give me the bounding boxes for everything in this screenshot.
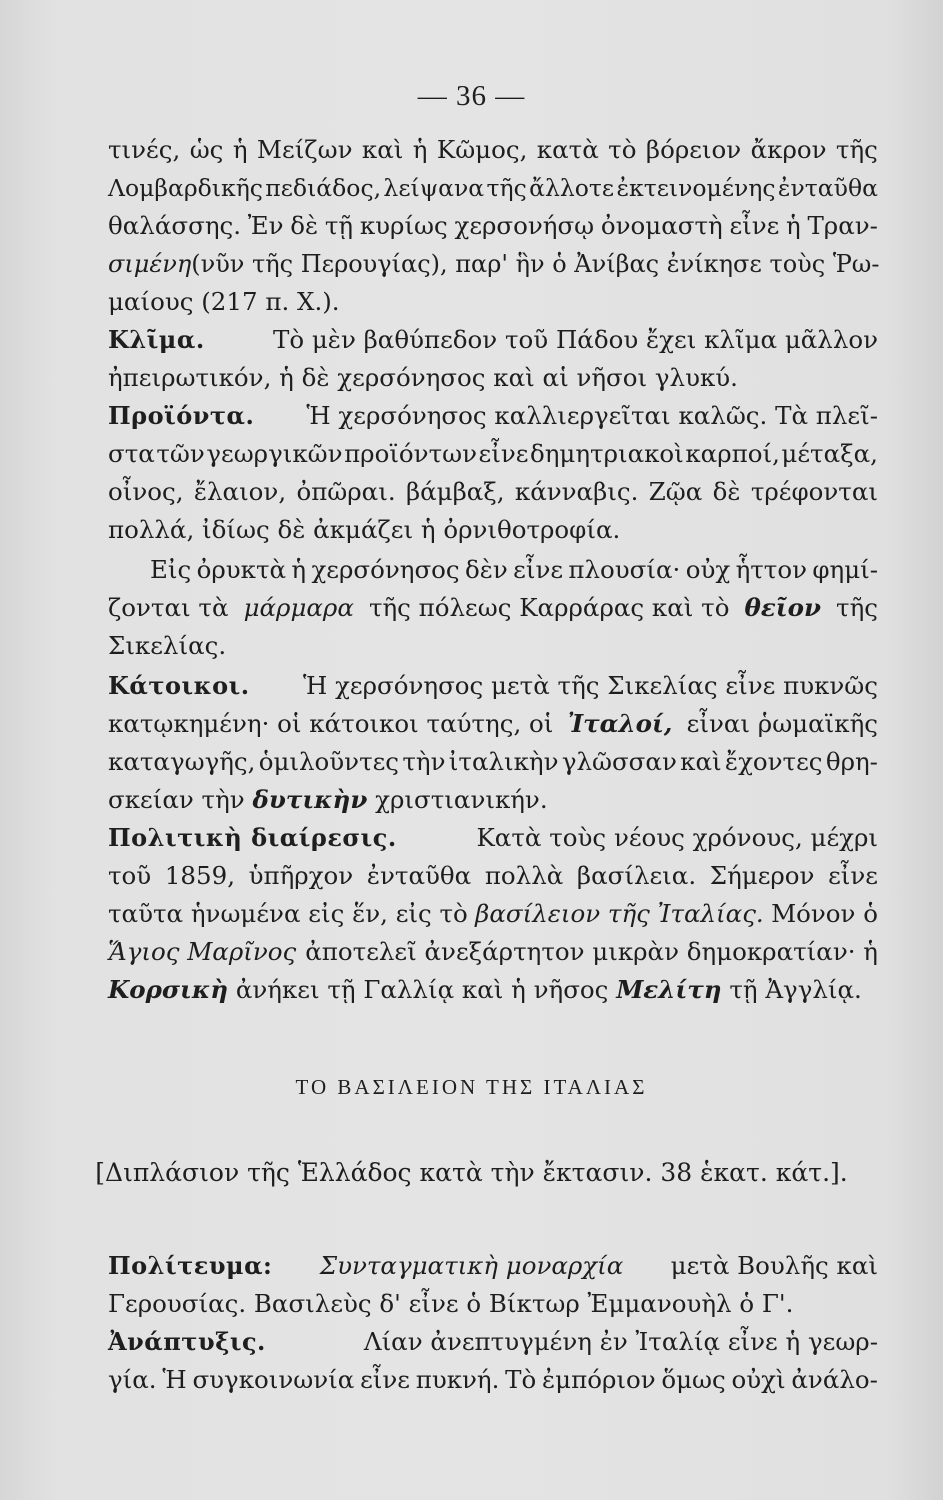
text-line: πολλά, ἰδίως δὲ ἀκμάζει ἡ ὀρνιθοτροφία. (108, 515, 621, 544)
text-line: ταῦτα ἡνωμένα εἰς ἕν, εἰς τὸ βασίλειον τῆς Ἰταλίας. Μόνον ὁ (108, 899, 878, 928)
text-line: Πολιτικὴ διαίρεσις. Κατὰ τοὺς νέους χρόνους, μέχρι (108, 823, 878, 852)
text-line: κατῳκημένη· οἱ κάτοικοι ταύτης, οἱ Ἰταλοί, εἶναι ῥωμαϊκῆς (108, 709, 878, 738)
heading-anaptyxis: Ἀνάπτυξις. (108, 1327, 266, 1356)
text-line: Κάτοικοι. Ἡ χερσόνησος μετὰ τῆς Σικελίας εἶνε πυκνῶς (108, 671, 878, 700)
text-line: μαίους (217 π. Χ.). (108, 287, 340, 316)
text-line: ἠπειρωτικόν, ἡ δὲ χερσόνησος καὶ αἱ νῆσοι γλυκύ. (108, 363, 738, 392)
text-line: Πολίτευμα: Συνταγματικὴ μοναρχία μετὰ Βουλῆς καὶ (108, 1251, 878, 1280)
text-line: οἶνος, ἔλαιον, ὀπῶραι. βάμβαξ, κάνναβις. Ζῷα δὲ τρέφονται (108, 477, 878, 506)
heading-politeuma: Πολίτευμα: (108, 1251, 273, 1280)
page-number: — 36 — (417, 80, 526, 112)
text-line: ζονται τὰ μάρμαρα τῆς πόλεως Καρράρας καὶ τὸ θεῖον τῆς (108, 593, 878, 622)
text-line: Λομβαρδικῆς πεδιάδος, λείψανα τῆς ἄλλοτε ἐκτεινομένης ἐνταῦθα (108, 174, 878, 202)
section-subtitle: [Διπλάσιον τῆς Ἑλλάδος κατὰ τὴν ἔκτασιν. 38 ἑκατ. κάτ.]. (95, 1158, 848, 1187)
text-line: σκείαν τὴν δυτικὴν χριστιανικήν. (108, 785, 548, 814)
text-line: Σικελίας. (108, 631, 227, 660)
text-line: τινές, ὡς ἡ Μείζων καὶ ἡ Κῶμος, κατὰ τὸ βόρειον ἄκρον τῆς (108, 135, 878, 164)
text-line: Εἰς ὀρυκτὰ ἡ χερσόνησος δὲν εἶνε πλουσία· οὐχ ἧττον φημί- (150, 555, 878, 584)
heading-katoikoi: Κάτοικοι. (108, 671, 250, 700)
text-line: στα τῶν γεωργικῶν προϊόντων εἶνε δημητριακοὶ καρποί, μέταξα, (108, 439, 878, 468)
text-line: θαλάσσης. Ἐν δὲ τῇ κυρίως χερσονήσῳ ὀνομαστὴ εἶνε ἡ Τραν- (108, 211, 878, 240)
text-line: Ἅγιος Μαρῖνος ἀποτελεῖ ἀνεξάρτητον μικρὰν δημοκρατίαν· ἡ (108, 937, 878, 966)
heading-politiki: Πολιτικὴ διαίρεσις. (108, 823, 397, 852)
text-line: καταγωγῆς, ὁμιλοῦντες τὴν ἰταλικὴν γλῶσσαν καὶ ἔχοντες θρη- (108, 747, 878, 776)
text-line: τοῦ 1859, ὑπῆρχον ἐνταῦθα πολλὰ βασίλεια. Σήμερον εἶνε (108, 861, 878, 890)
text-line: Προϊόντα. Ἡ χερσόνησος καλλιεργεῖται καλῶς. Τὰ πλεῖ- (108, 401, 878, 430)
text-line: γία. Ἡ συγκοινωνία εἶνε πυκνή. Τὸ ἐμπόριον ὅμως οὐχὶ ἀνάλο- (108, 1365, 878, 1394)
heading-proionta: Προϊόντα. (108, 401, 255, 430)
text-line: Γερουσίας. Βασιλεὺς δ' εἶνε ὁ Βίκτωρ Ἐμμανουὴλ ὁ Γ'. (108, 1289, 794, 1318)
text-line: Κλῖμα. Τὸ μὲν βαθύπεδον τοῦ Πάδου ἔχει κλῖμα μᾶλλον (108, 325, 878, 354)
section-title: ΤΟ ΒΑΣΙΛΕΙΟΝ ΤΗΣ ΙΤΑΛΙΑΣ (295, 1075, 648, 1099)
text-line: σιμένη (νῦν τῆς Περουγίας), παρ' ἣν ὁ Ἀνίβας ἐνίκησε τοὺς Ῥω- (108, 250, 880, 278)
heading-klima: Κλῖμα. (108, 325, 205, 354)
text-line: Ἀνάπτυξις. Λίαν ἀνεπτυγμένη ἐν Ἰταλίᾳ εἶνε ἡ γεωρ- (108, 1327, 878, 1356)
text-line: Κορσικὴ ἀνήκει τῇ Γαλλίᾳ καὶ ἡ νῆσος Μελίτη τῇ Ἀγγλίᾳ. (108, 975, 862, 1004)
